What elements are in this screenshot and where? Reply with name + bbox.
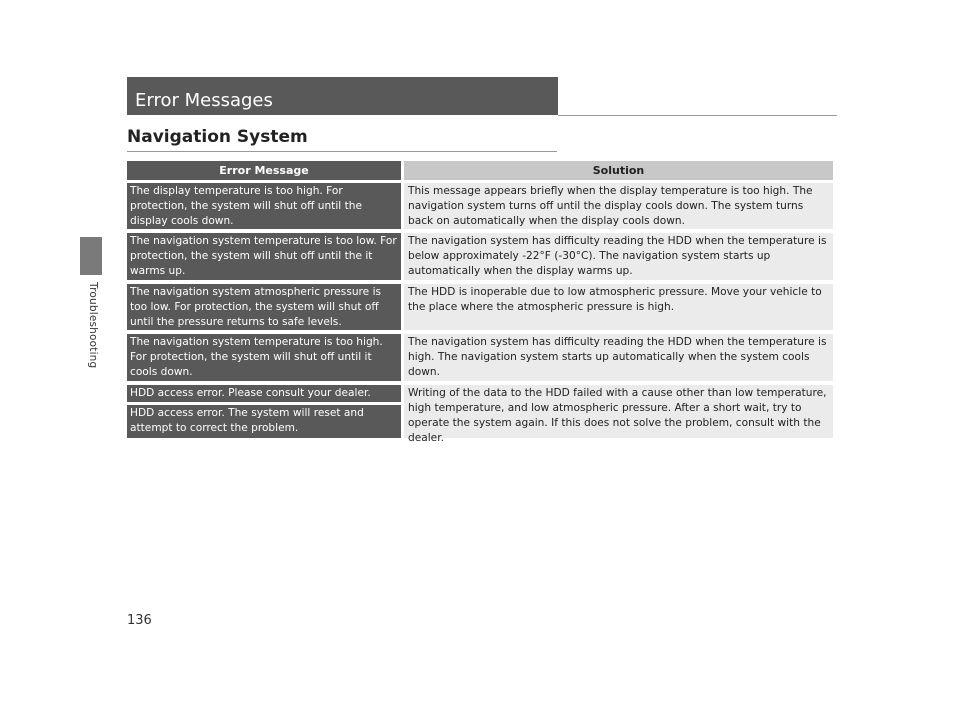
section-side-label: Troubleshooting [87, 282, 99, 369]
table-row-solution: The navigation system has difficulty reading the HDD when the temperature is high. The navigation system starts up automatically when the system cools down. [404, 334, 833, 381]
table-row-message: HDD access error. Please consult your dealer. [127, 385, 401, 402]
section-divider [127, 151, 557, 152]
table-row-message: HDD access error. The system will reset and attempt to correct the problem. [127, 405, 401, 438]
page-title: Error Messages [135, 90, 273, 111]
column-header-solution: Solution [404, 161, 833, 180]
table-row-solution: This message appears briefly when the display temperature is too high. The navigation system turns off until the display cools down. The system turns back on automatically when the display cools down. [404, 183, 833, 229]
table-row-solution: Writing of the data to the HDD failed with a cause other than low temperature, high temperature, and low atmospheric pressure. After a short wait, try to operate the system again. If this does not solve the problem, consult with the dealer. [404, 385, 833, 438]
title-divider [558, 115, 837, 116]
table-row-message: The navigation system atmospheric pressure is too low. For protection, the system will shut off until the pressure returns to safe levels. [127, 284, 401, 330]
table-row-message: The navigation system temperature is too high. For protection, the system will shut off until it cools down. [127, 334, 401, 381]
table-row-message: The navigation system temperature is too low. For protection, the system will shut off until the it warms up. [127, 233, 401, 280]
column-header-error-message: Error Message [127, 161, 401, 180]
section-tab-marker [80, 237, 102, 275]
table-row-solution: The navigation system has difficulty reading the HDD when the temperature is below approximately -22°F (-30°C). The navigation system starts up automatically when the display warms up. [404, 233, 833, 280]
section-title: Navigation System [127, 127, 308, 147]
page-number: 136 [127, 613, 152, 628]
table-row-message: The display temperature is too high. For protection, the system will shut off until the display cools down. [127, 183, 401, 229]
table-row-solution: The HDD is inoperable due to low atmospheric pressure. Move your vehicle to the place where the atmospheric pressure is high. [404, 284, 833, 330]
page-title-bar [127, 77, 558, 115]
